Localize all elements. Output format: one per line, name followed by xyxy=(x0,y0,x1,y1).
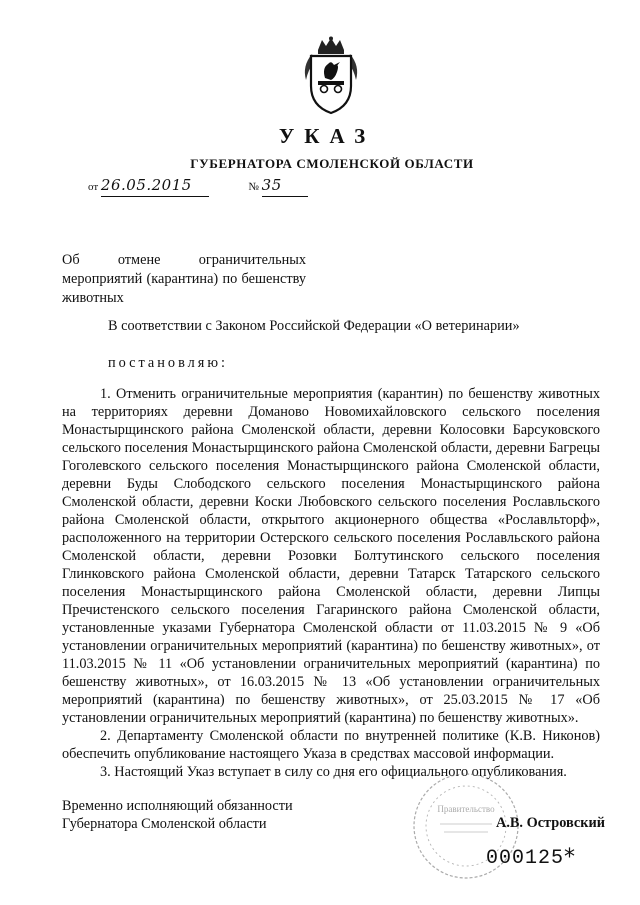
paragraph-1: 1. Отменить ограничительные мероприятия (карантин) по бешенству животных на территориях деревни Доманово Новомихайловского сельского поселения Монастырщинского района Смоленской области, деревни Колосовки Барсуковского сельского поселения Монастырщинского района Смоленской области, деревни Багрецы Гоголевского сельского поселения Монастырщинского района Смоленской области, деревни Буды Слободского сельского поселения Монастырщинского района Смоленской области, деревни Коски Любовского сельского поселения Рославльского района Смоленской области, открытого акционерного общества «Рославльторф», расположенного на территории Остерского сельского поселения Рославльского района Смоленской области, деревни Розовки Болтутинского сельского поселения Глинковского района Смоленской области, деревни Татарск Татарского сельского поселения Монастырщинского района Смоленской области, деревни Липцы Пречистенского сельского поселения Гагаринского района Смоленской области, установленные указами Губернатора Смоленской области от 11.03.2015 № 9 «Об установлении ограничительных мероприятий (карантина) по бешенству животных», от 11.03.2015 № 11 «Об установлении ограничительных мероприятий (карантина) по бешенству животных», от 16.03.2015 № 13 «Об установлении ограничительных мероприятий (карантина) по бешенству животных», от 25.03.2015 № 17 «Об установлении ограничительных мероприятий (карантина) по бешенству животных». xyxy=(62,386,600,726)
position-line-1: Временно исполняющий обязанности xyxy=(62,798,293,814)
preamble: В соответствии с Законом Российской Федерации «О ветеринарии» xyxy=(108,318,520,334)
decree-subject: Об отмене ограничительных мероприятий (карантина) по бешенству животных xyxy=(62,252,306,306)
serial-number: 000125 xyxy=(486,847,565,870)
number-prefix: № xyxy=(248,181,259,193)
coat-of-arms-emblem xyxy=(298,36,364,116)
decree-subtitle: ГУБЕРНАТОРА СМОЛЕНСКОЙ ОБЛАСТИ xyxy=(190,156,474,171)
date-number-line xyxy=(88,176,308,197)
decree-body xyxy=(62,385,600,781)
position-line-2: Губернатора Смоленской области xyxy=(62,816,267,832)
paragraph-3: 3. Настоящий Указ вступает в силу со дня его официального опубликования. xyxy=(100,764,567,780)
number-field xyxy=(262,176,308,197)
decree-title: УКАЗ xyxy=(278,124,376,148)
date-prefix: от xyxy=(88,181,99,193)
stamp-text: Правительство xyxy=(437,804,495,814)
date-field xyxy=(101,176,209,197)
number-value: 35 xyxy=(261,176,282,194)
decree-word: постановляю: xyxy=(108,355,228,371)
date-value: 26.05.2015 xyxy=(100,176,192,194)
serial-mark: * xyxy=(564,845,575,870)
signatory-name: А.В. Островский xyxy=(496,815,605,831)
paragraph-2: 2. Департаменту Смоленской области по внутренней политике (К.В. Никонов) обеспечить опубликование настоящего Указа в средствах массовой информации. xyxy=(62,728,600,762)
signatory-position xyxy=(62,797,293,833)
